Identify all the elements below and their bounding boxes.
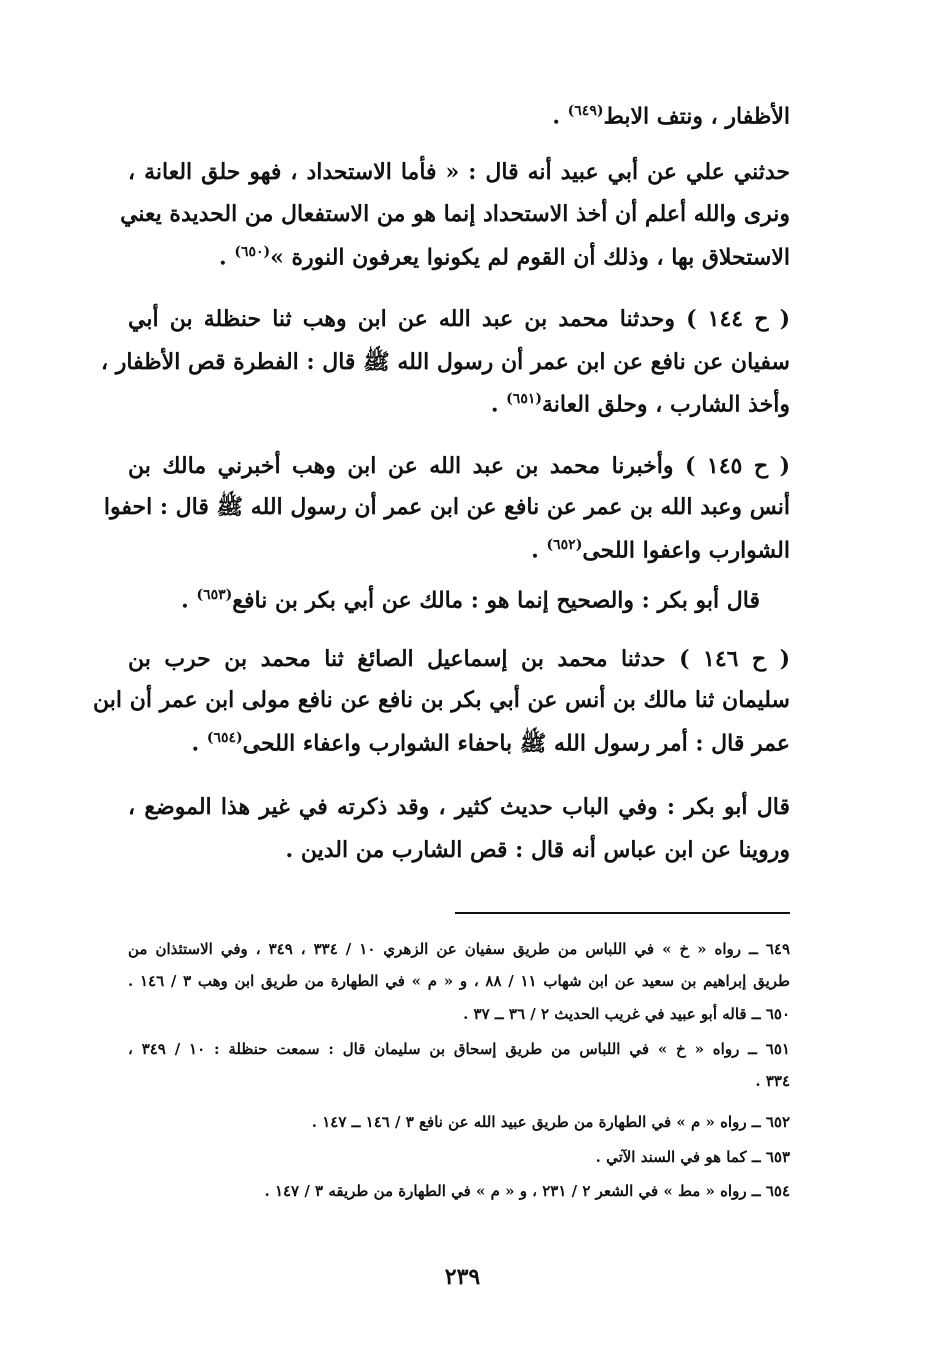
footnote-line: ٦٥٠ ــ قاله أبو عبيد في غريب الحديث ٢ / ٣٦ ــ ٣٧ . (463, 1005, 790, 1023)
footnote-ref[interactable]: (٦٥٠) (234, 244, 271, 260)
text-line: ونرى والله أعلم أن أخذ الاستحداد إنما هو من الاستفعال من الحديدة يعني (120, 201, 790, 227)
text-line: ( ح ١٤٥ ) وأخبرنا محمد بن عبد الله عن ابن وهب أخبرني مالك بن (128, 453, 790, 479)
footnote-ref[interactable]: (٦٥٣) (196, 587, 233, 603)
page-number: ٢٣٩ (444, 1264, 481, 1290)
footnote-line: ٣٣٤ . (755, 1072, 790, 1090)
text-line: الأظفار ، ونتف الابط$^{(٦٤٩)}$ . (552, 103, 790, 130)
footnote-ref[interactable]: (٦٥١) (506, 391, 542, 407)
text-line: أنس وعبد الله بن عمر عن نافع عن ابن عمر أن رسول الله ﷺ قال : احفوا (103, 494, 790, 520)
footnote-ref[interactable]: (٦٤٩) (567, 103, 604, 119)
footnote-line: ٦٥١ ــ رواه « خ » في اللباس من طريق إسحاق بن سليمان قال : سمعت حنظلة : ١٠ / ٣٤٩ ، (128, 1040, 790, 1058)
text-line: الاستحلاق بها ، وذلك أن القوم لم يكونوا يعرفون النورة »$^{(٦٥٠)}$ . (218, 244, 790, 271)
text-line: ( ح ١٤٤ ) وحدثنا محمد بن عبد الله عن ابن وهب ثنا حنظلة بن أبي (128, 306, 791, 332)
footnote-line: ٦٥٢ ــ رواه « م » في الطهارة من طريق عبيد الله عن نافع ٣ / ١٤٦ ــ ١٤٧ . (311, 1113, 790, 1131)
text-line: قال أبو بكر : وفي الباب حديث كثير ، وقد ذكرته في غير هذا الموضع ، (128, 794, 790, 820)
text-line: عمر قال : أمر رسول الله ﷺ باحفاء الشوارب واعفاء اللحى$^{(٦٥٤)}$ . (191, 730, 790, 757)
text-line: سفيان عن نافع عن ابن عمر أن رسول الله ﷺ قال : الفطرة قص الأظفار ، (100, 349, 790, 375)
footnote-ref[interactable]: (٦٥٤) (206, 730, 243, 746)
text-line: حدثني علي عن أبي عبيد أنه قال : « فأما الاستحداد ، فهو حلق العانة ، (128, 159, 790, 185)
footnote-line: ٦٥٤ ــ رواه « مط » في الشعر ٢ / ٢٣١ ، و « م » في الطهارة من طريقه ٣ / ١٤٧ . (264, 1182, 790, 1200)
text-line: وأخذ الشارب ، وحلق العانة$^{(٦٥١)}$ . (490, 391, 790, 418)
text-line: ( ح ١٤٦ ) حدثنا محمد بن إسماعيل الصائغ ثنا محمد بن حرب بن (128, 646, 790, 672)
footnote-line: ٦٥٣ ــ كما هو في السند الآتي . (595, 1148, 790, 1166)
text-line: قال أبو بكر : والصحيح إنما هو : مالك عن أبي بكر بن نافع$^{(٦٥٣)}$ . (181, 587, 760, 614)
footnote-divider (455, 912, 790, 914)
footnote-line: ٦٤٩ ــ رواه « خ » في اللباس من طريق سفيان عن الزهري ١٠ / ٣٣٤ ، ٣٤٩ ، وفي الاستئذان من (128, 940, 790, 958)
text-line: الشوارب واعفوا اللحى$^{(٦٥٢)}$ . (531, 537, 790, 564)
text-line: وروينا عن ابن عباس أنه قال : قص الشارب من الدين . (285, 837, 790, 863)
footnote-line: طريق إبراهيم بن سعيد عن ابن شهاب ١١ / ٨٨ ، و « م » في الطهارة من طريق ابن وهب ٣ / ١٤٦ . (128, 972, 790, 990)
text-line: سليمان ثنا مالك بن أنس عن أبي بكر بن نافع عن نافع مولى ابن عمر أن ابن (93, 687, 790, 713)
footnote-ref[interactable]: (٦٥٢) (546, 537, 583, 553)
